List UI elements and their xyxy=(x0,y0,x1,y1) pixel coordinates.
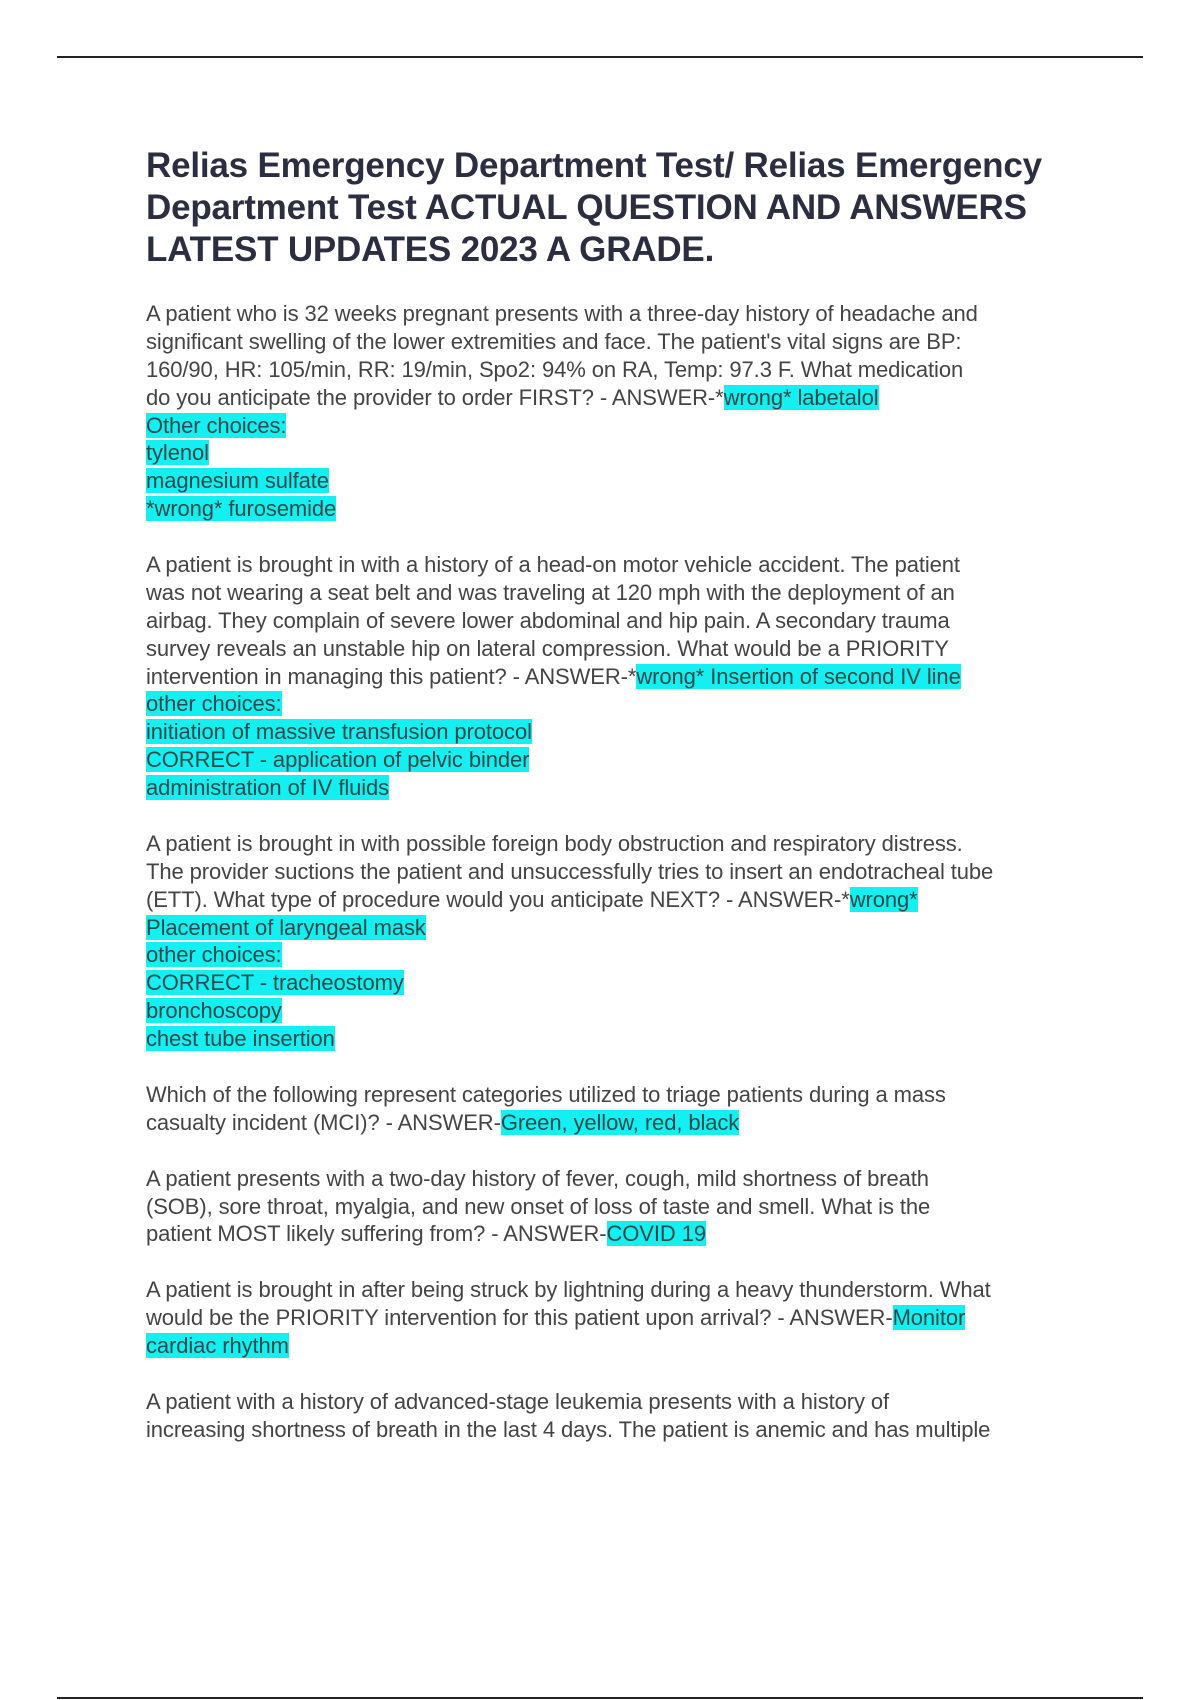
question-text: A patient who is 32 weeks pregnant presents with a three-day history of headache and xyxy=(146,301,978,326)
text-line xyxy=(146,439,1146,467)
highlighted-answer: wrong* labetalol xyxy=(723,384,879,410)
highlighted-answer: Green, yellow, red, black xyxy=(500,1109,740,1135)
question-text: A patient with a history of advanced-stage leukemia presents with a history of xyxy=(146,1388,890,1414)
title-line: Department Test ACTUAL QUESTION AND ANSWERS xyxy=(146,188,1027,227)
question-text: increasing shortness of breath in the last 4 days. The patient is anemic and has multiple xyxy=(146,1416,991,1442)
highlighted-answer: bronchoscopy xyxy=(146,998,282,1024)
text-line xyxy=(146,1193,1146,1221)
text-line xyxy=(146,1081,1146,1109)
text-line xyxy=(146,551,1146,579)
highlighted-answer: chest tube insertion xyxy=(146,1026,335,1052)
text-line xyxy=(146,328,1146,356)
question-block xyxy=(146,1388,1146,1444)
highlighted-answer: other choices: xyxy=(146,691,282,717)
text-line xyxy=(146,579,1146,607)
question-text: (ETT). What type of procedure would you anticipate NEXT? - ANSWER-* xyxy=(146,886,850,912)
header-rule xyxy=(57,56,1143,58)
document-body xyxy=(146,145,1146,1471)
highlighted-answer: administration of IV fluids xyxy=(146,775,390,801)
question-text: airbag. They complain of severe lower abdominal and hip pain. A secondary trauma xyxy=(146,607,950,633)
highlighted-answer: Placement of laryngeal mask xyxy=(146,914,426,940)
question-text: significant swelling of the lower extremities and face. The patient's vital signs are BP: xyxy=(146,328,962,354)
question-text: A patient is brought in with a history of a head-on motor vehicle accident. The patient xyxy=(146,552,960,578)
highlighted-answer: CORRECT - tracheostomy xyxy=(146,970,404,996)
question-text: The provider suctions the patient and unsuccessfully tries to insert an endotracheal tube xyxy=(146,858,994,884)
text-line xyxy=(146,467,1146,495)
question-block xyxy=(146,1081,1146,1137)
highlighted-answer: wrong* Insertion of second IV line xyxy=(636,663,961,689)
text-line xyxy=(146,356,1146,384)
highlighted-answer: wrong* xyxy=(849,886,918,912)
text-line xyxy=(146,495,1146,523)
title-line: LATEST UPDATES 2023 A GRADE. xyxy=(146,230,715,269)
text-line xyxy=(146,690,1146,718)
text-line xyxy=(146,1220,1146,1248)
question-block xyxy=(146,1165,1146,1249)
text-line xyxy=(146,384,1146,412)
highlighted-answer: other choices: xyxy=(146,942,282,968)
highlighted-answer: tylenol xyxy=(146,440,209,466)
text-line xyxy=(146,1025,1146,1053)
question-text: 160/90, HR: 105/min, RR: 19/min, Spo2: 94% on RA, Temp: 97.3 F. What medication xyxy=(146,356,964,382)
text-line xyxy=(146,1332,1146,1360)
question-block xyxy=(146,1276,1146,1360)
text-line xyxy=(146,858,1146,886)
text-line xyxy=(146,607,1146,635)
highlighted-answer: Monitor xyxy=(892,1305,966,1331)
question-text: Which of the following represent categories utilized to triage patients during a mass xyxy=(146,1081,946,1107)
question-block xyxy=(146,551,1146,802)
footer-rule xyxy=(57,1697,1143,1699)
text-line xyxy=(146,1388,1146,1416)
text-line xyxy=(146,1109,1146,1137)
text-line xyxy=(146,1165,1146,1193)
question-text: was not wearing a seat belt and was traveling at 120 mph with the deployment of an xyxy=(146,579,955,605)
document-title xyxy=(146,145,1146,271)
text-line xyxy=(146,997,1146,1025)
question-text: do you anticipate the provider to order FIRST? - ANSWER-* xyxy=(146,384,724,410)
question-text: A patient is brought in with possible foreign body obstruction and respiratory distress. xyxy=(146,830,963,856)
question-text: A patient is brought in after being struck by lightning during a heavy thunderstorm. What xyxy=(146,1277,991,1303)
question-text: survey reveals an unstable hip on lateral compression. What would be a PRIORITY xyxy=(146,635,949,661)
title-line: Relias Emergency Department Test/ Relias Emergency xyxy=(146,146,1042,185)
highlighted-answer: CORRECT - application of pelvic binder xyxy=(146,747,530,773)
text-line xyxy=(146,300,1146,328)
text-line xyxy=(146,1304,1146,1332)
question-list xyxy=(146,300,1146,1444)
text-line xyxy=(146,774,1146,802)
highlighted-answer: magnesium sulfate xyxy=(146,468,329,494)
text-line xyxy=(146,941,1146,969)
text-line xyxy=(146,969,1146,997)
text-line xyxy=(146,914,1146,942)
text-line xyxy=(146,663,1146,691)
highlighted-answer: cardiac rhythm xyxy=(146,1332,289,1358)
question-block xyxy=(146,830,1146,1053)
highlighted-answer: Other choices: xyxy=(146,412,287,438)
text-line xyxy=(146,412,1146,440)
text-line xyxy=(146,1416,1146,1444)
question-block xyxy=(146,300,1146,523)
highlighted-answer: COVID 19 xyxy=(606,1221,706,1247)
text-line xyxy=(146,1276,1146,1304)
question-text: patient MOST likely suffering from? - ANSWER- xyxy=(146,1221,607,1247)
text-line xyxy=(146,718,1146,746)
text-line xyxy=(146,635,1146,663)
highlighted-answer: *wrong* furosemide xyxy=(146,496,337,522)
highlighted-answer: initiation of massive transfusion protocol xyxy=(146,719,532,745)
question-text: casualty incident (MCI)? - ANSWER- xyxy=(146,1109,501,1135)
text-line xyxy=(146,886,1146,914)
question-text: intervention in managing this patient? - ANSWER-* xyxy=(146,663,637,689)
text-line xyxy=(146,746,1146,774)
question-text: A patient presents with a two-day history of fever, cough, mild shortness of breath xyxy=(146,1165,929,1191)
question-text: (SOB), sore throat, myalgia, and new onset of loss of taste and smell. What is the xyxy=(146,1193,931,1219)
question-text: would be the PRIORITY intervention for this patient upon arrival? - ANSWER- xyxy=(146,1305,893,1331)
text-line xyxy=(146,830,1146,858)
